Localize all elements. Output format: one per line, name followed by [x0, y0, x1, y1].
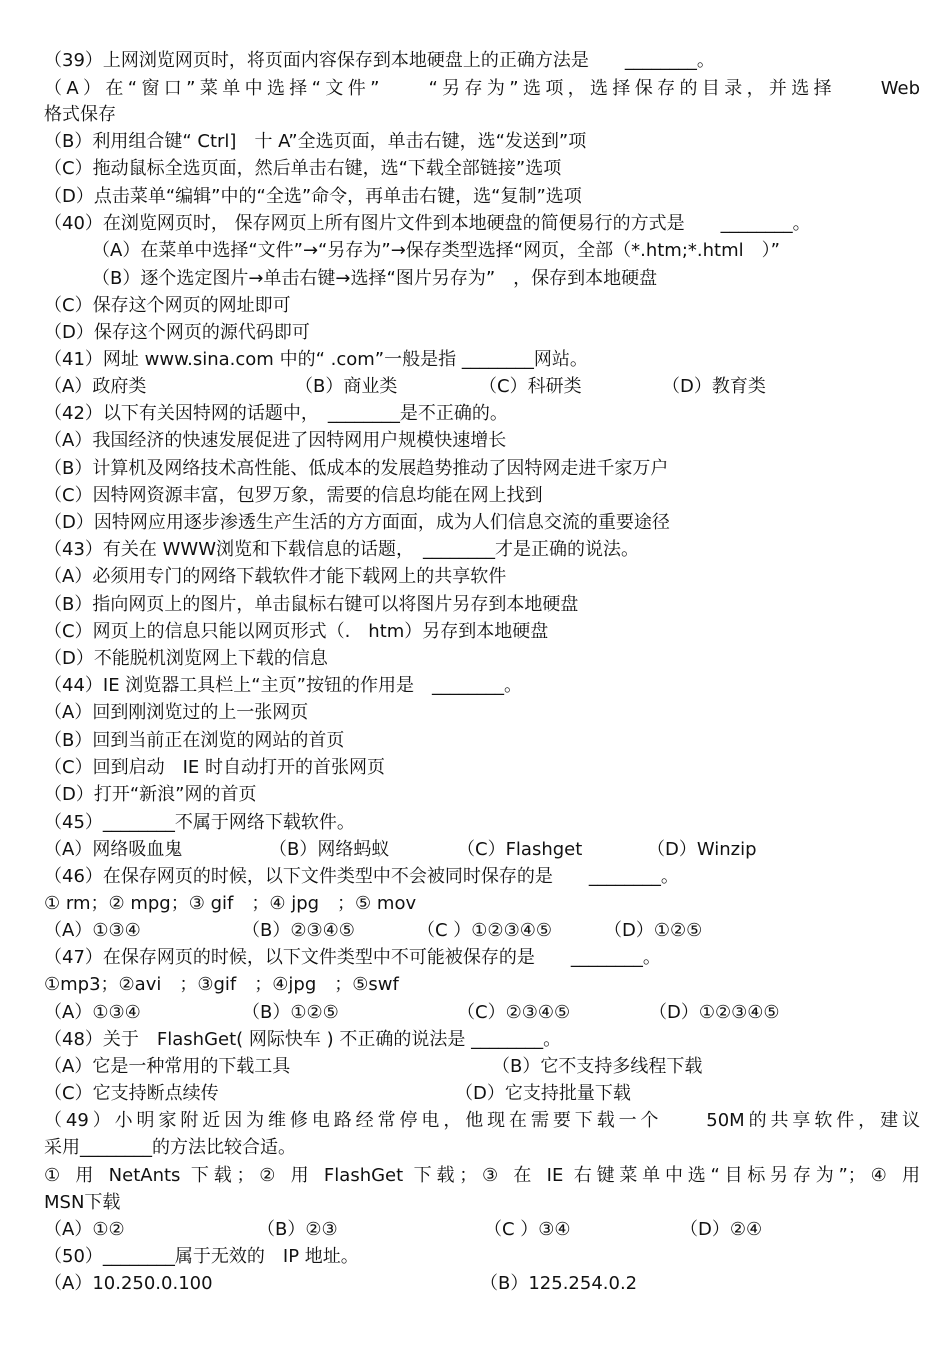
- question-39-stem: （39）上网浏览网页时，将页面内容保存到本地硬盘上的正确方法是 ________。: [44, 50, 715, 71]
- question-47-options: [44, 1000, 920, 1026]
- question-39-option-c: （C）拖动鼠标全选页面，然后单击右键，选“下载全部链接”选项: [44, 158, 562, 179]
- question-45-options: [44, 837, 920, 863]
- option-d: （D）它支持批量下载: [455, 1083, 631, 1104]
- option-b: （B）②③④⑤: [242, 920, 355, 941]
- question-43-option-c: （C）网页上的信息只能以网页形式（. htm）另存到本地硬盘: [44, 621, 549, 642]
- option-d: （D）Winzip: [647, 839, 757, 860]
- option-b: （B）②③: [257, 1219, 338, 1240]
- question-40-option-b: （B）逐个选定图片→单击右键→选择“图片另存为” ，保存到本地硬盘: [92, 268, 658, 289]
- option-a: （A）①②: [44, 1219, 125, 1240]
- question-39-option-b: （B）利用组合键“ Ctrl] 十 A”全选页面，单击右键，选“发送到”项: [44, 131, 587, 152]
- option-d: （D）教育类: [662, 376, 766, 397]
- option-c: （C）②③④⑤: [457, 1002, 571, 1023]
- option-b: （B）它不支持多线程下载: [492, 1056, 703, 1077]
- question-43-option-b: （B）指向网页上的图片，单击鼠标右键可以将图片另存到本地硬盘: [44, 594, 579, 615]
- question-43-option-a: （A）必须用专门的网络下载软件才能下载网上的共享软件: [44, 566, 507, 587]
- question-47-list: ①mp3；②avi ；③gif ；④jpg ；⑤swf: [44, 974, 399, 995]
- question-42-option-b: （B）计算机及网络技术高性能、低成本的发展趋势推动了因特网走进千家万户: [44, 458, 669, 479]
- option-c: （C）Flashget: [457, 839, 583, 860]
- question-45-stem: （45）________不属于网络下载软件。: [44, 812, 355, 833]
- option-d: （D）①②⑤: [604, 920, 703, 941]
- option-a: （A）①③④: [44, 1002, 141, 1023]
- question-44-option-a: （A）回到刚浏览过的上一张网页: [44, 702, 309, 723]
- question-40-option-c: （C）保存这个网页的网址即可: [44, 295, 291, 316]
- question-46-options: [44, 918, 920, 944]
- option-a: （A）政府类: [44, 376, 147, 397]
- question-49-stem-cont: 采用________的方法比较合适。: [44, 1137, 296, 1158]
- option-a: （A）①③④: [44, 920, 141, 941]
- question-39-option-a: （A）在“窗口”菜单中选择“文件” “另存为”选项，选择保存的目录，并选择 Web: [44, 78, 920, 99]
- question-42-option-a: （A）我国经济的快速发展促进了因特网用户规模快速增长: [44, 430, 507, 451]
- question-50-stem: （50）________属于无效的 IP 地址。: [44, 1246, 359, 1267]
- question-42-stem: （42）以下有关因特网的话题中， ________是不正确的。: [44, 403, 508, 424]
- question-43-stem: （43）有关在 WWW浏览和下载信息的话题， ________才是正确的说法。: [44, 539, 640, 560]
- question-44-option-d: （D）打开“新浪”网的首页: [44, 784, 257, 805]
- option-c: （C ）①②③④⑤: [417, 920, 552, 941]
- option-b: （B）①②⑤: [242, 1002, 339, 1023]
- option-a: （A）10.250.0.100: [44, 1273, 213, 1294]
- option-c: （C ）③④: [484, 1219, 571, 1240]
- question-46-list: ① rm；② mpg；③ gif ；④ jpg ；⑤ mov: [44, 893, 417, 914]
- option-a: （A）网络吸血鬼: [44, 839, 183, 860]
- question-48-options-ab: [44, 1054, 920, 1080]
- question-48-stem: （48）关于 FlashGet( 网际快车 ) 不正确的说法是 ________。: [44, 1029, 562, 1050]
- question-47-stem: （47）在保存网页的时候，以下文件类型中不可能被保存的是 ________。: [44, 947, 661, 968]
- option-c: （C）它支持断点续传: [44, 1083, 219, 1104]
- question-48-options-cd: [44, 1081, 920, 1107]
- question-49-list: ① 用 NetAnts 下载；② 用 FlashGet 下载；③ 在 IE 右键菜单中选“目标另存为”；④ 用: [44, 1165, 920, 1186]
- question-44-option-b: （B）回到当前正在浏览的网站的首页: [44, 730, 345, 751]
- question-43-option-d: （D）不能脱机浏览网上下载的信息: [44, 648, 328, 669]
- option-d: （D）①②③④⑤: [649, 1002, 780, 1023]
- question-49-list-cont: MSN下载: [44, 1192, 121, 1213]
- question-40-stem: （40）在浏览网页时， 保存网页上所有图片文件到本地硬盘的简便易行的方式是 ________。: [44, 213, 811, 234]
- option-b: （B）125.254.0.2: [480, 1273, 638, 1294]
- option-d: （D）②④: [680, 1219, 763, 1240]
- question-44-option-c: （C）回到启动 IE 时自动打开的首张网页: [44, 757, 385, 778]
- question-44-stem: （44）IE 浏览器工具栏上“主页”按钮的作用是 ________。: [44, 675, 522, 696]
- question-49-options: [44, 1217, 920, 1243]
- question-50-options: [44, 1271, 920, 1297]
- question-41-options: [44, 374, 920, 400]
- question-42-option-c: （C）因特网资源丰富，包罗万象，需要的信息均能在网上找到: [44, 485, 543, 506]
- question-40-option-d: （D）保存这个网页的源代码即可: [44, 322, 310, 343]
- option-a: （A）它是一种常用的下载工具: [44, 1056, 291, 1077]
- question-42-option-d: （D）因特网应用逐步渗透生产生活的方方面面，成为人们信息交流的重要途径: [44, 512, 670, 533]
- option-c: （C）科研类: [479, 376, 582, 397]
- option-b: （B）网络蚂蚁: [269, 839, 390, 860]
- question-41-stem: （41）网址 www.sina.com 中的“ .com”一般是指 ________网站。: [44, 349, 588, 370]
- question-46-stem: （46）在保存网页的时候，以下文件类型中不会被同时保存的是 ________。: [44, 866, 679, 887]
- question-40-option-a: （A）在菜单中选择“文件”→“另存为”→保存类型选择“网页，全部（*.htm;*.html ）”: [92, 240, 780, 261]
- question-39-option-a-cont: 格式保存: [44, 104, 116, 125]
- option-b: （B）商业类: [295, 376, 398, 397]
- question-49-stem: （49）小明家附近因为维修电路经常停电，他现在需要下载一个 50M的共享软件，建议: [44, 1110, 920, 1131]
- question-39-option-d: （D）点击菜单“编辑”中的“全选”命令，再单击右键，选“复制”选项: [44, 186, 582, 207]
